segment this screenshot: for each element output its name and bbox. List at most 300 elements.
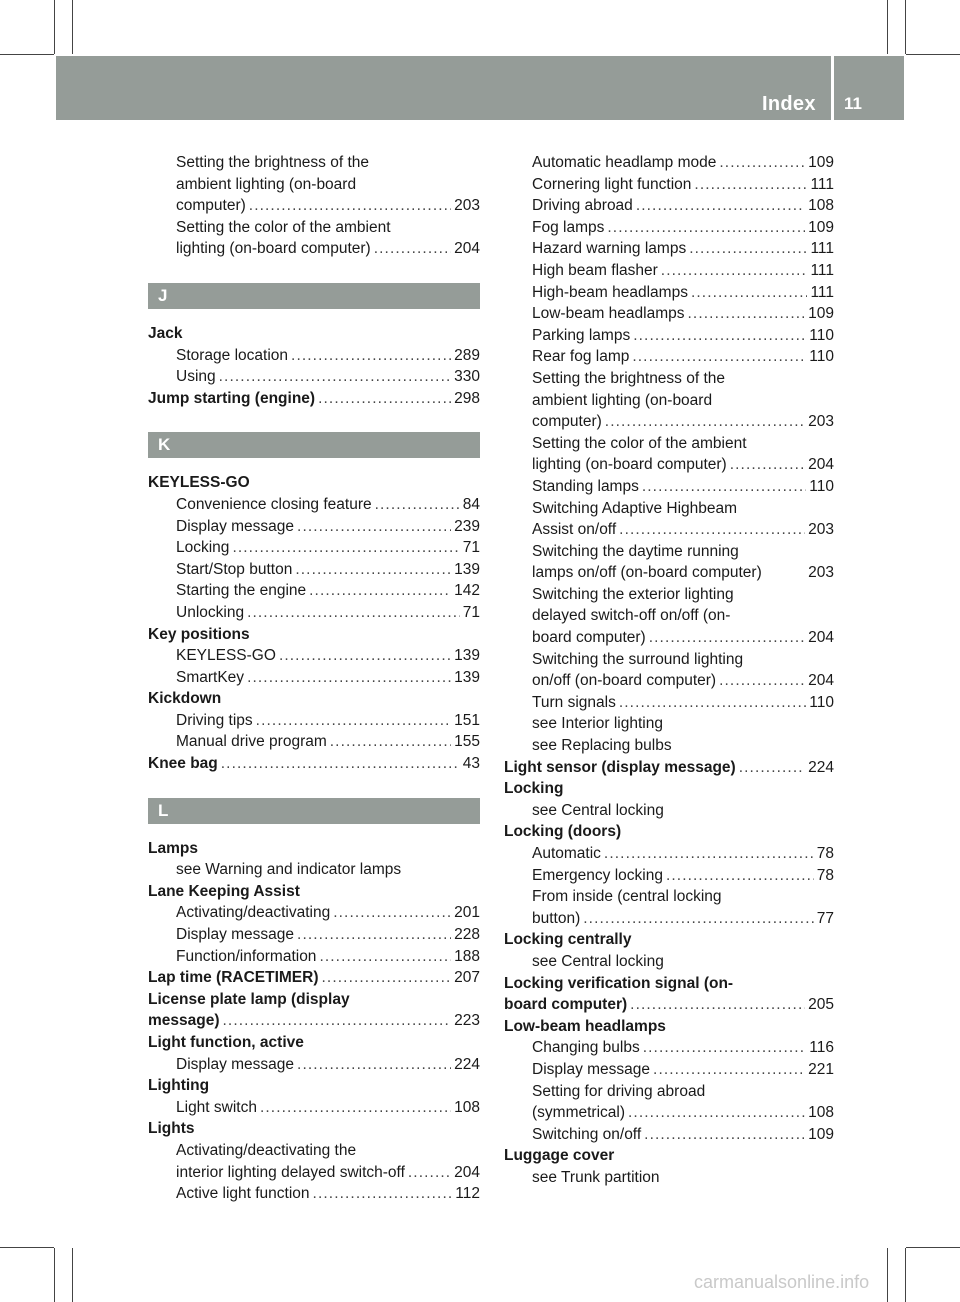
entry-text: Storage location: [176, 346, 289, 364]
dot-leader: [319, 946, 451, 968]
index-entry: [148, 838, 480, 860]
page-reference[interactable]: 142: [454, 582, 480, 600]
index-subentry[interactable]: [504, 670, 834, 692]
entry-text: see Central locking: [532, 801, 664, 819]
entry-text: computer): [176, 197, 246, 215]
entry-text: see Warning and indicator lamps: [176, 861, 402, 879]
dot-leader: [653, 1059, 805, 1081]
dot-leader: [260, 1097, 451, 1119]
entry-text: Lamps: [148, 839, 198, 857]
entry-text: (symmetrical): [532, 1104, 625, 1122]
entry-text: SmartKey: [176, 668, 245, 686]
entry-text: Locking (doors): [504, 823, 622, 841]
entry-text: Locking verification signal (on-: [504, 974, 734, 992]
entry-text: see Trunk partition: [532, 1168, 660, 1186]
entry-text: Jack: [148, 324, 183, 342]
dot-leader: [649, 627, 805, 649]
index-subentry[interactable]: [148, 924, 480, 946]
index-subentry[interactable]: [504, 217, 834, 239]
page-reference[interactable]: 139: [454, 560, 480, 578]
dot-leader: [632, 346, 806, 368]
index-entry: [504, 973, 834, 995]
entry-text: Manual drive program: [176, 733, 327, 751]
entry-text: Starting the engine: [176, 582, 307, 600]
entry-text: lamps on/off (on-board computer): [532, 564, 762, 582]
index-subentry[interactable]: [148, 195, 480, 217]
entry-text: delayed switch-off on/off (on-: [532, 607, 731, 625]
entry-text: Driving tips: [176, 711, 253, 729]
dot-leader: [730, 454, 805, 476]
section-spacer: [148, 260, 480, 283]
entry-text: Parking lamps: [532, 326, 631, 344]
dot-leader: [694, 174, 807, 196]
page-reference[interactable]: 228: [454, 926, 480, 944]
index-entry: [148, 989, 480, 1011]
index-subentry[interactable]: [148, 731, 480, 753]
entry-text: Locking: [504, 780, 564, 798]
index-entry: [148, 1075, 480, 1097]
entry-text: Function/information: [176, 947, 317, 965]
dot-leader: [333, 902, 451, 924]
entry-text: see Central locking: [532, 952, 664, 970]
entry-text: ambient lighting (on-board: [532, 391, 713, 409]
index-entry[interactable]: [148, 388, 480, 410]
dot-leader: [256, 710, 451, 732]
dot-leader: [232, 537, 459, 559]
entry-text: Automatic headlamp mode: [532, 154, 717, 171]
page-reference[interactable]: 188: [454, 947, 480, 965]
index-subentry[interactable]: [504, 303, 834, 325]
page-reference[interactable]: 221: [808, 1060, 834, 1078]
index-subentry: [148, 1140, 480, 1162]
page-reference[interactable]: 204: [454, 240, 480, 258]
index-subentry[interactable]: [148, 1097, 480, 1119]
entry-text: Display message: [176, 517, 295, 535]
index-subentry[interactable]: [504, 325, 834, 347]
crop-mark: [54, 0, 55, 54]
index-subentry[interactable]: [148, 645, 480, 667]
index-subentry[interactable]: [504, 865, 834, 887]
entry-text: Jump starting (engine): [148, 389, 316, 407]
page-reference[interactable]: 330: [454, 368, 480, 386]
entry-text: KEYLESS-GO: [148, 474, 250, 492]
index-subentry: [504, 886, 834, 908]
page-reference[interactable]: 204: [808, 629, 834, 647]
page-reference[interactable]: 111: [810, 175, 834, 193]
index-subentry: [504, 584, 834, 606]
index-column-left: [148, 152, 480, 1205]
entry-text: Setting the color of the ambient: [532, 434, 747, 452]
index-subentry[interactable]: [148, 946, 480, 968]
dot-leader: [318, 388, 451, 410]
header-divider: [831, 56, 834, 120]
page-reference[interactable]: 116: [809, 1039, 834, 1057]
crop-mark: [0, 1247, 54, 1248]
entry-text: High beam flasher: [532, 261, 658, 279]
entry-text: Assist on/off: [532, 521, 617, 539]
section-letter-header: L: [148, 798, 480, 824]
crop-mark: [905, 0, 906, 54]
page-reference[interactable]: 204: [808, 456, 834, 474]
entry-text: Lap time (RACETIMER): [148, 969, 319, 987]
index-subentry: [148, 859, 480, 881]
entry-text: Lights: [148, 1120, 195, 1138]
page-number: 11: [844, 94, 862, 113]
index-entry: [148, 472, 480, 494]
entry-text: Key positions: [148, 625, 250, 643]
index-subentry: [504, 800, 834, 822]
index-subentry[interactable]: [504, 1124, 834, 1146]
page-reference[interactable]: 109: [808, 1125, 834, 1143]
crop-mark: [72, 0, 73, 54]
index-subentry[interactable]: [504, 454, 834, 476]
index-entry: [148, 323, 480, 345]
page-reference[interactable]: 77: [816, 909, 834, 927]
index-subentry[interactable]: [148, 494, 480, 516]
index-subentry: [504, 1081, 834, 1103]
entry-text: Display message: [532, 1060, 651, 1078]
dot-leader: [221, 753, 460, 775]
entry-text: see Interior lighting: [532, 715, 663, 733]
entry-text: Switching the exterior lighting: [532, 585, 734, 603]
crop-mark: [72, 1248, 73, 1302]
index-entry[interactable]: [504, 994, 834, 1016]
entry-text: Luggage cover: [504, 1147, 615, 1165]
index-subentry: [504, 390, 834, 412]
entry-text: Locking: [176, 539, 230, 557]
index-column-right: [504, 152, 834, 1189]
index-subentry: [504, 649, 834, 671]
index-subentry[interactable]: [148, 1054, 480, 1076]
entry-text: Display message: [176, 926, 295, 944]
index-subentry[interactable]: [504, 174, 834, 196]
page-reference[interactable]: 139: [454, 647, 480, 665]
index-subentry[interactable]: [148, 559, 480, 581]
dot-leader: [375, 494, 460, 516]
index-subentry[interactable]: [504, 1102, 834, 1124]
page-reference[interactable]: 110: [809, 693, 834, 711]
dot-leader: [689, 238, 807, 260]
entry-text: Standing lamps: [532, 477, 639, 495]
index-subentry[interactable]: [504, 152, 834, 174]
page-reference[interactable]: 110: [809, 477, 834, 495]
dot-leader: [247, 602, 460, 624]
index-subentry: [504, 368, 834, 390]
dot-leader: [691, 282, 807, 304]
page-reference[interactable]: 78: [816, 845, 834, 862]
page-reference[interactable]: 112: [455, 1185, 480, 1203]
entry-text: Active light function: [176, 1185, 310, 1203]
dot-leader: [666, 865, 814, 887]
entry-text: Unlocking: [176, 603, 245, 621]
dot-leader: [688, 303, 806, 325]
page-reference[interactable]: 84: [462, 495, 480, 513]
dot-leader: [642, 476, 806, 498]
dot-leader: [309, 580, 451, 602]
page-reference[interactable]: 71: [462, 603, 480, 621]
dot-leader: [605, 411, 805, 433]
page-reference[interactable]: 203: [454, 197, 480, 215]
index-subentry[interactable]: [148, 366, 480, 388]
page-reference[interactable]: 111: [810, 240, 834, 258]
page-reference[interactable]: 289: [454, 346, 480, 364]
dot-leader: [408, 1162, 451, 1184]
index-entry: [504, 929, 834, 951]
index-subentry[interactable]: [148, 602, 480, 624]
index-entry: [504, 1016, 834, 1038]
index-subentry[interactable]: [148, 580, 480, 602]
page-reference[interactable]: 109: [808, 218, 834, 236]
index-entry[interactable]: [148, 1010, 480, 1032]
entry-text: see Replacing bulbs: [532, 737, 672, 755]
entry-text: Low-beam headlamps: [504, 1017, 666, 1035]
crop-mark: [906, 54, 960, 55]
page-reference[interactable]: 298: [454, 389, 480, 407]
entry-text: Setting the color of the ambient: [176, 218, 391, 236]
entry-text: KEYLESS-GO: [176, 647, 276, 665]
entry-text: Light switch: [176, 1098, 257, 1116]
index-subentry[interactable]: [504, 346, 834, 368]
page-reference[interactable]: 203: [808, 564, 834, 582]
entry-text: board computer): [504, 996, 628, 1014]
page-reference[interactable]: 108: [454, 1098, 480, 1116]
index-subentry[interactable]: [504, 627, 834, 649]
index-subentry[interactable]: [504, 260, 834, 282]
index-subentry[interactable]: [504, 282, 834, 304]
crop-mark: [54, 1248, 55, 1302]
index-subentry[interactable]: [504, 908, 834, 930]
section-spacer: [148, 409, 480, 432]
dot-leader: [633, 325, 806, 347]
entry-text: interior lighting delayed switch-off: [176, 1163, 405, 1181]
index-subentry[interactable]: [148, 238, 480, 260]
page-reference[interactable]: 205: [808, 996, 834, 1014]
index-subentry[interactable]: [504, 843, 834, 865]
index-subentry: [504, 433, 834, 455]
entry-text: Driving abroad: [532, 197, 633, 215]
index-entry[interactable]: [148, 967, 480, 989]
entry-text: Start/Stop button: [176, 560, 293, 578]
index-entry: [148, 881, 480, 903]
crop-mark: [906, 1247, 960, 1248]
index-subentry[interactable]: [504, 1037, 834, 1059]
index-subentry[interactable]: [148, 1183, 480, 1205]
dot-leader: [661, 260, 808, 282]
page-reference[interactable]: 223: [454, 1012, 480, 1030]
dot-leader: [297, 516, 451, 538]
entry-text: Light function, active: [148, 1034, 304, 1051]
entry-text: message): [148, 1012, 220, 1030]
entry-text: computer): [532, 413, 602, 431]
index-subentry: [504, 541, 834, 563]
index-entry[interactable]: [148, 753, 480, 775]
entry-text: Locking centrally: [504, 931, 632, 949]
dot-leader: [636, 195, 805, 217]
entry-text: board computer): [532, 629, 646, 647]
index-subentry: [504, 735, 834, 757]
dot-leader: [643, 1037, 807, 1059]
index-subentry[interactable]: [504, 1059, 834, 1081]
entry-text: Switching on/off: [532, 1125, 642, 1143]
entry-text: Switching Adaptive Highbeam: [532, 499, 738, 517]
dot-leader: [249, 195, 451, 217]
index-entry: [504, 778, 834, 800]
entry-text: High-beam headlamps: [532, 283, 688, 301]
crop-mark: [905, 1248, 906, 1302]
entry-text: Switching the surround lighting: [532, 650, 744, 668]
dot-leader: [291, 345, 451, 367]
index-subentry[interactable]: [504, 238, 834, 260]
entry-text: Fog lamps: [532, 218, 605, 236]
dot-leader: [223, 1010, 452, 1032]
index-entry[interactable]: [504, 757, 834, 779]
index-subentry[interactable]: [148, 345, 480, 367]
dot-leader: [604, 843, 814, 865]
crop-mark: [887, 0, 888, 54]
page-reference[interactable]: 203: [808, 521, 834, 539]
dot-leader: [295, 559, 451, 581]
entry-text: Display message: [176, 1055, 295, 1073]
page-reference[interactable]: 110: [809, 348, 834, 366]
page-reference[interactable]: 239: [454, 517, 480, 535]
page-reference[interactable]: 204: [454, 1163, 480, 1181]
index-subentry: [504, 951, 834, 973]
page-reference[interactable]: 108: [808, 197, 834, 215]
entry-text: Low-beam headlamps: [532, 305, 685, 323]
dot-leader: [279, 645, 451, 667]
index-entry: [148, 688, 480, 710]
dot-leader: [297, 1054, 451, 1076]
page-reference[interactable]: 151: [454, 711, 480, 729]
page-reference[interactable]: 203: [808, 413, 834, 431]
dot-leader: [330, 731, 451, 753]
dot-leader: [313, 1183, 453, 1205]
entry-text: Setting for driving abroad: [532, 1082, 706, 1100]
entry-text: lighting (on-board computer): [532, 456, 727, 474]
dot-leader: [719, 152, 805, 174]
dot-leader: [297, 924, 451, 946]
index-subentry: [148, 174, 480, 196]
index-entry: [148, 624, 480, 646]
page-reference[interactable]: 43: [462, 755, 480, 773]
entry-text: on/off (on-board computer): [532, 672, 717, 690]
index-subentry[interactable]: [504, 692, 834, 714]
index-subentry[interactable]: [504, 476, 834, 498]
entry-text: Knee bag: [148, 755, 218, 773]
dot-leader: [619, 519, 805, 541]
index-subentry[interactable]: [148, 537, 480, 559]
page-reference[interactable]: 108: [808, 1104, 834, 1122]
entry-text: Using: [176, 368, 216, 386]
section-letter-header: J: [148, 283, 480, 309]
entry-text: Cornering light function: [532, 175, 692, 193]
index-subentry: [504, 498, 834, 520]
dot-leader: [630, 994, 805, 1016]
entry-text: Turn signals: [532, 693, 616, 711]
entry-text: Automatic: [532, 845, 601, 862]
index-entry: [148, 1032, 480, 1054]
dot-leader: [374, 238, 451, 260]
page-reference[interactable]: 109: [808, 154, 834, 171]
dot-leader: [219, 366, 451, 388]
page-reference[interactable]: 204: [808, 672, 834, 690]
crop-mark: [0, 54, 54, 55]
dot-leader: [247, 667, 451, 689]
index-entry: [148, 1118, 480, 1140]
entry-text: Activating/deactivating: [176, 904, 331, 922]
index-subentry[interactable]: [148, 710, 480, 732]
index-subentry[interactable]: [504, 411, 834, 433]
entry-text: Switching the daytime running: [532, 542, 739, 560]
dot-leader: [322, 967, 452, 989]
entry-text: Setting the brightness of the: [176, 154, 370, 171]
entry-text: Convenience closing feature: [176, 495, 372, 513]
index-entry: [504, 821, 834, 843]
entry-text: Rear fog lamp: [532, 348, 630, 366]
page-reference[interactable]: 78: [816, 866, 834, 884]
index-subentry[interactable]: [504, 519, 834, 541]
watermark: carmanualsonline.info: [694, 1272, 870, 1292]
page-reference[interactable]: 224: [808, 758, 834, 776]
dot-leader: [719, 670, 805, 692]
dot-leader: [739, 757, 805, 779]
dot-leader: [607, 217, 805, 239]
entry-text: Lighting: [148, 1077, 210, 1095]
entry-text: Kickdown: [148, 690, 222, 708]
page-reference[interactable]: 111: [810, 283, 834, 301]
entry-text: button): [532, 909, 581, 927]
index-subentry[interactable]: [504, 195, 834, 217]
dot-leader: [619, 692, 806, 714]
index-entry: [504, 1145, 834, 1167]
crop-mark: [887, 1248, 888, 1302]
page-reference[interactable]: 201: [454, 904, 480, 922]
index-subentry: [504, 713, 834, 735]
page-reference[interactable]: 139: [454, 668, 480, 686]
index-subentry: [504, 605, 834, 627]
index-subentry: [148, 217, 480, 239]
index-subentry[interactable]: [148, 1162, 480, 1184]
dot-leader: [628, 1102, 805, 1124]
entry-text: Changing bulbs: [532, 1039, 640, 1057]
entry-text: Lane Keeping Assist: [148, 882, 300, 900]
index-subentry[interactable]: [148, 516, 480, 538]
index-subentry[interactable]: [504, 562, 834, 584]
page-reference[interactable]: 224: [454, 1055, 480, 1073]
entry-text: Hazard warning lamps: [532, 240, 687, 258]
page-reference[interactable]: 207: [454, 969, 480, 987]
entry-text: From inside (central locking: [532, 888, 722, 906]
entry-text: Light sensor (display message): [504, 758, 736, 776]
section-spacer: [148, 775, 480, 798]
index-subentry[interactable]: [148, 902, 480, 924]
page-reference[interactable]: 111: [810, 261, 834, 279]
page-title: Index: [762, 93, 816, 115]
entry-text: Activating/deactivating the: [176, 1141, 357, 1159]
entry-text: ambient lighting (on-board: [176, 175, 357, 193]
entry-text: lighting (on-board computer): [176, 240, 371, 258]
section-letter-header: K: [148, 432, 480, 458]
entry-text: Setting the brightness of the: [532, 369, 726, 387]
entry-text: License plate lamp (display: [148, 990, 350, 1008]
page-reference[interactable]: 109: [808, 305, 834, 323]
page-reference[interactable]: 155: [454, 733, 480, 751]
entry-text: Emergency locking: [532, 866, 663, 884]
index-subentry[interactable]: [148, 667, 480, 689]
page-reference[interactable]: 110: [809, 326, 834, 344]
index-subentry: [504, 1167, 834, 1189]
page-reference[interactable]: 71: [462, 539, 480, 557]
